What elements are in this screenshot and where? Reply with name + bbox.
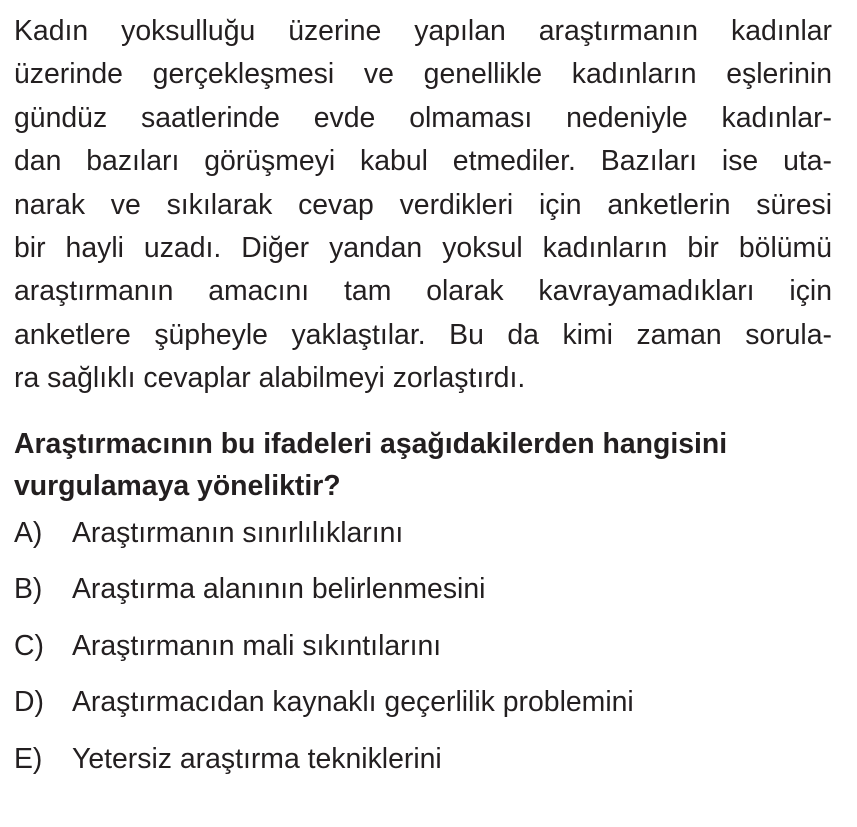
answer-options bbox=[14, 513, 832, 796]
option-text: Araştırmanın sınırlılıklarını bbox=[72, 516, 404, 549]
option-letter: D) bbox=[14, 686, 44, 719]
passage-line: üzerinde gerçekleşmesi ve genellikle kadınların eşlerinin bbox=[14, 58, 832, 91]
passage-line: araştırmanın amacını tam olarak kavrayamadıkları için bbox=[14, 275, 832, 308]
passage-line: anketlere şüpheyle yaklaştılar. Bu da kimi zaman sorula- bbox=[14, 318, 832, 351]
option-text: Araştırma alanının belirlenmesini bbox=[72, 573, 486, 606]
option-letter: C) bbox=[14, 629, 44, 662]
answer-option-a[interactable] bbox=[14, 513, 832, 570]
answer-option-e[interactable] bbox=[14, 739, 832, 796]
question-line: vurgulamaya yöneliktir? bbox=[14, 469, 341, 502]
option-letter: B) bbox=[14, 573, 43, 606]
passage-line: dan bazıları görüşmeyi kabul etmediler. Bazıları ise uta- bbox=[14, 145, 832, 178]
passage-line: Kadın yoksulluğu üzerine yapılan araştırmanın kadınlar bbox=[14, 15, 832, 47]
option-text: Yetersiz araştırma tekniklerini bbox=[72, 742, 442, 775]
option-letter: E) bbox=[14, 742, 43, 775]
passage-line: gündüz saatlerinde evde olmaması nedeniyle kadınlar- bbox=[14, 101, 832, 134]
option-letter: A) bbox=[14, 516, 43, 549]
option-text: Araştırmanın mali sıkıntılarını bbox=[72, 629, 442, 662]
passage-text bbox=[14, 10, 832, 401]
option-text: Araştırmacıdan kaynaklı geçerlilik problemini bbox=[72, 686, 634, 719]
passage-line: ra sağlıklı cevaplar alabilmeyi zorlaştırdı. bbox=[14, 362, 526, 395]
answer-option-b[interactable] bbox=[14, 569, 832, 626]
answer-option-d[interactable] bbox=[14, 682, 832, 739]
passage-line: bir hayli uzadı. Diğer yandan yoksul kadınların bir bölümü bbox=[14, 231, 832, 264]
question-page bbox=[14, 10, 832, 795]
question-stem bbox=[14, 423, 832, 507]
answer-option-c[interactable] bbox=[14, 626, 832, 683]
question-line: Araştırmacının bu ifadeleri aşağıdakilerden hangisini bbox=[14, 427, 728, 460]
passage-line: narak ve sıkılarak cevap verdikleri için anketlerin süresi bbox=[14, 188, 832, 221]
